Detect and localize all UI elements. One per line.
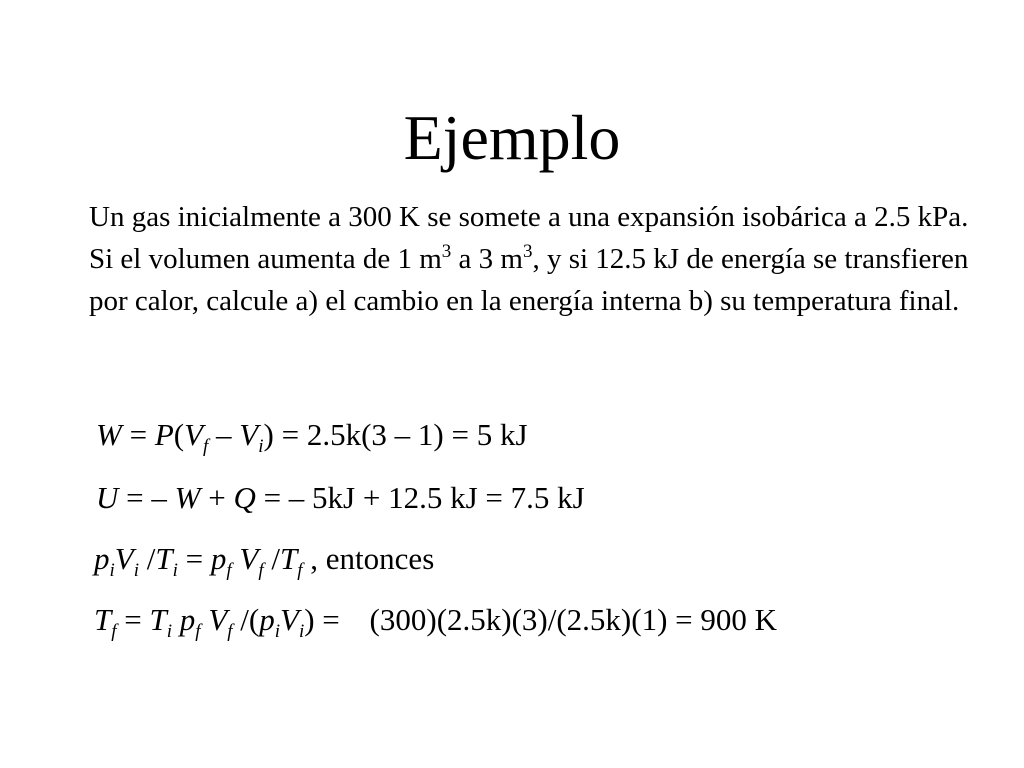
eq-symbol: T: [155, 541, 173, 576]
eq-symbol: V: [239, 417, 259, 452]
eq-symbol: T: [94, 602, 112, 637]
eq-symbol: p: [94, 541, 110, 576]
eq-text: /: [263, 541, 281, 576]
eq-subscript: i: [274, 621, 281, 642]
eq-subscript: i: [109, 560, 115, 581]
eq-symbol: V: [184, 417, 204, 452]
eq-symbol: T: [149, 602, 167, 637]
equation-work: [96, 415, 528, 455]
eq-symbol: P: [154, 417, 174, 452]
eq-subscript: f: [203, 436, 209, 457]
equation-internal-energy: [96, 478, 585, 518]
eq-text: = – 5kJ + 12.5 kJ = 7.5 kJ: [255, 480, 585, 515]
eq-symbol: p: [210, 541, 227, 576]
eq-symbol: U: [96, 480, 119, 515]
eq-symbol: W: [174, 480, 201, 515]
eq-text: +: [200, 480, 234, 515]
eq-text: =: [177, 541, 211, 576]
eq-symbol: p: [259, 602, 275, 637]
eq-subscript: f: [227, 621, 233, 642]
eq-symbol: p: [179, 602, 196, 637]
eq-symbol: V: [280, 602, 299, 637]
eq-subscript: i: [258, 436, 264, 457]
slide-title: Ejemplo: [403, 102, 621, 173]
eq-text: =: [116, 602, 150, 637]
eq-text: (: [173, 417, 185, 452]
problem-statement: [89, 196, 969, 322]
eq-symbol: Q: [233, 480, 256, 515]
eq-symbol: V: [114, 541, 134, 576]
problem-text-part: a 3 m: [451, 243, 523, 275]
eq-subscript: i: [166, 621, 173, 642]
problem-text-part: , y si 12.5 kJ de energía se transfieren por calor, calcule a) el cambio en la energía interna b) su temperatura final.: [89, 243, 969, 317]
eq-text: ) = 2.5k(3 – 1) = 5 kJ: [263, 417, 528, 452]
eq-symbol: T: [280, 541, 298, 576]
eq-text: , entonces: [302, 541, 435, 576]
eq-subscript: i: [133, 560, 139, 581]
eq-text: –: [208, 417, 240, 452]
equation-gas-law: [94, 539, 434, 579]
eq-subscript: f: [111, 621, 117, 642]
eq-symbol: W: [96, 417, 122, 452]
equation-final-temperature: [94, 600, 777, 640]
eq-subscript: f: [258, 560, 264, 581]
eq-text: (300)(2.5k)(3)/(2.5k)(1) = 900 K: [369, 602, 778, 637]
problem-text-part: Un gas inicialmente a 300 K se somete a una expansión isobárica a 2.5 kPa. Si el volumen aumenta de 1 m: [89, 201, 969, 275]
superscript: 3: [522, 241, 533, 262]
eq-symbol: V: [208, 602, 228, 637]
eq-text: = –: [118, 480, 175, 515]
eq-subscript: f: [226, 560, 232, 581]
eq-text: /(: [232, 602, 260, 637]
eq-subscript: f: [195, 621, 201, 642]
eq-subscript: f: [297, 560, 303, 581]
eq-symbol: V: [239, 541, 259, 576]
eq-subscript: i: [298, 621, 305, 642]
superscript: 3: [441, 241, 452, 262]
eq-subscript: i: [172, 560, 178, 581]
eq-text: =: [121, 417, 155, 452]
eq-text: ) =: [304, 602, 348, 637]
eq-text: /: [139, 541, 156, 576]
